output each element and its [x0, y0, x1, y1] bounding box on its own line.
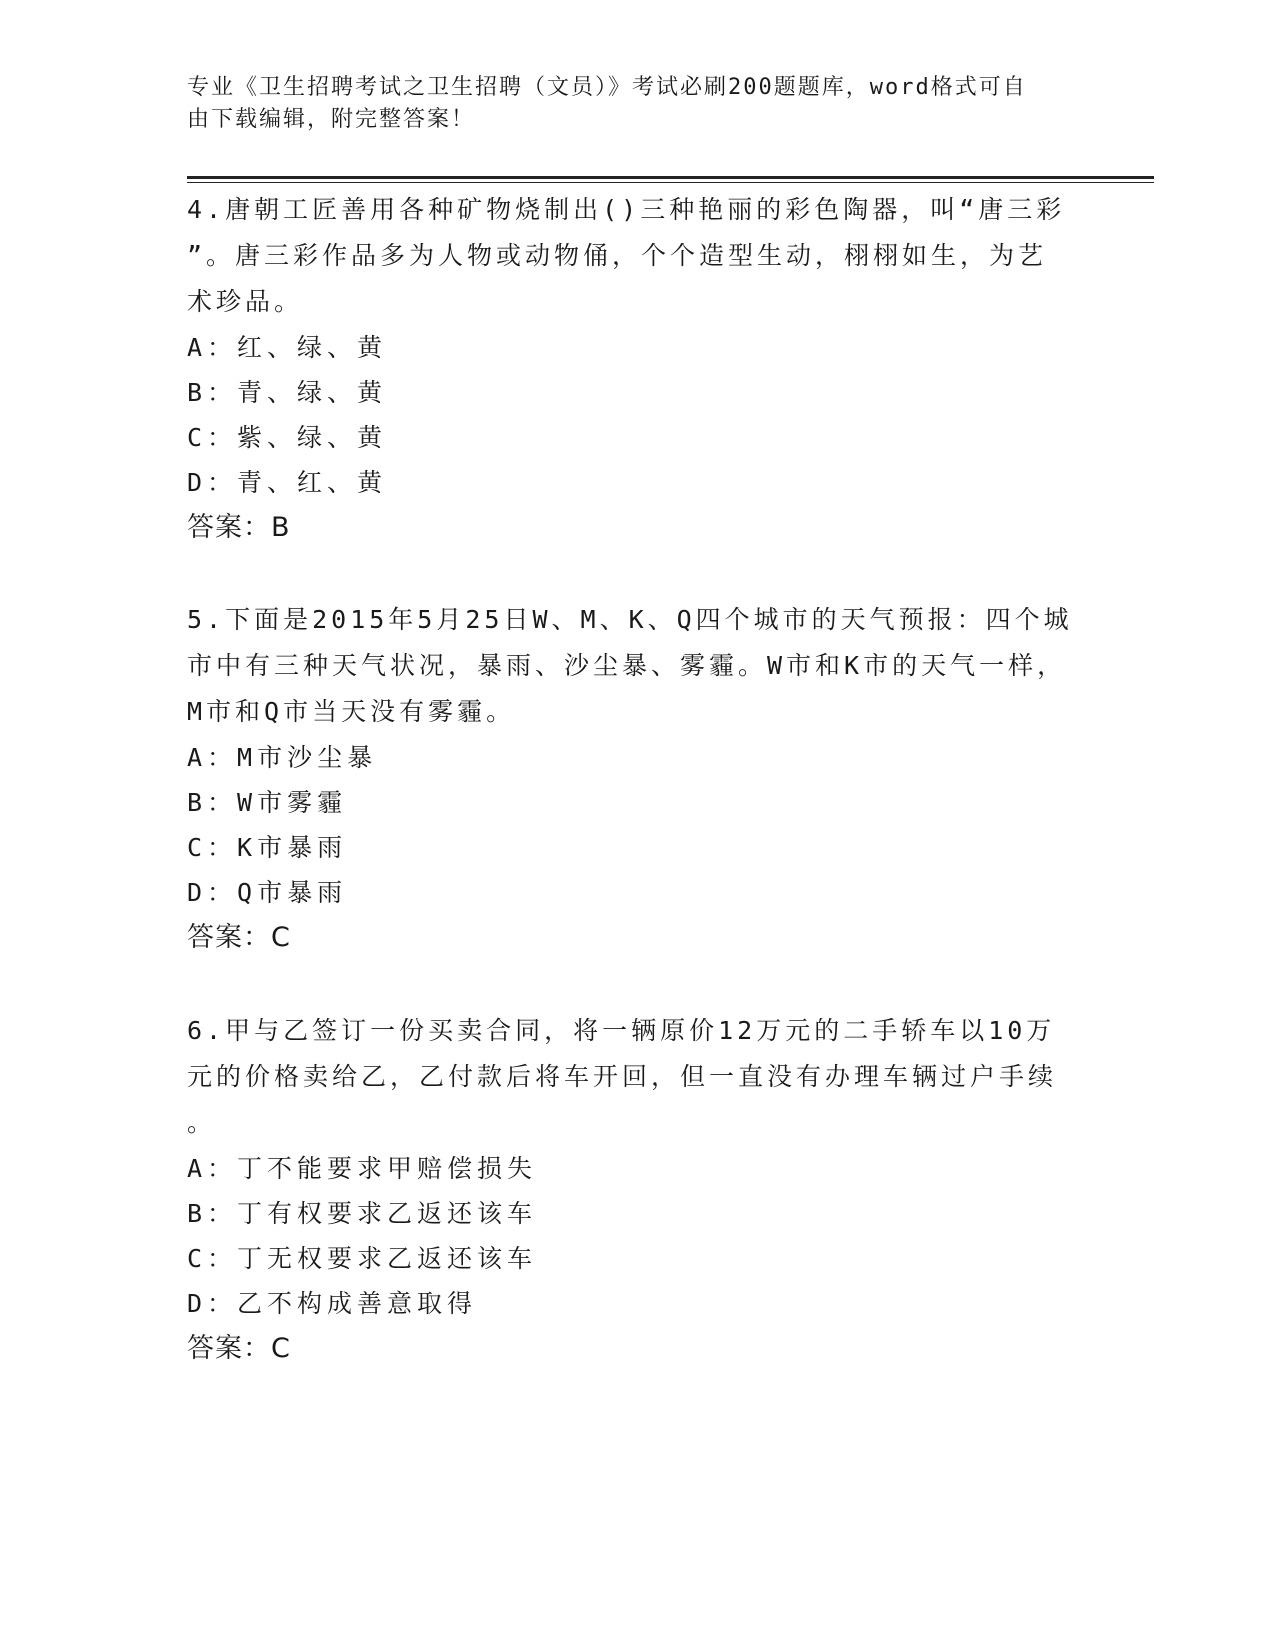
question-block [187, 597, 1087, 961]
question-stem-line: 4.唐朝工匠善用各种矿物烧制出()三种艳丽的彩色陶器，叫“唐三彩 [187, 195, 1066, 224]
document-header [187, 72, 1067, 136]
question-block [187, 1008, 1087, 1372]
header-divider-thick [187, 176, 1154, 179]
answer-label: 答案：B [187, 512, 291, 543]
option-b: B：丁有权要求乙返还该车 [187, 1199, 538, 1228]
option-d: D：Q市暴雨 [187, 878, 348, 907]
question-stem-line: 6.甲与乙签订一份买卖合同，将一辆原价12万元的二手轿车以10万 [187, 1016, 1056, 1045]
option-d: D：青、红、黄 [187, 468, 388, 497]
option-b: B：青、绿、黄 [187, 378, 388, 407]
option-c: C：丁无权要求乙返还该车 [187, 1244, 538, 1273]
question-stem-line: ”。唐三彩作品多为人物或动物俑，个个造型生动，栩栩如生，为艺 [187, 241, 1048, 270]
question-block [187, 187, 1087, 551]
option-c: C：K市暴雨 [187, 833, 348, 862]
question-stem-line: 术珍品。 [187, 287, 304, 316]
header-divider-thin [187, 182, 1154, 183]
question-stem-line: 市中有三种天气状况，暴雨、沙尘暴、雾霾。W市和K市的天气一样， [187, 651, 1067, 680]
header-line: 专业《卫生招聘考试之卫生招聘（文员）》考试必刷200题题库，word格式可自 [187, 75, 1027, 100]
question-stem-line: 5.下面是2015年5月25日W、M、K、Q四个城市的天气预报：四个城 [187, 605, 1073, 634]
option-a: A：红、绿、黄 [187, 333, 388, 362]
answer-label: 答案：C [187, 922, 291, 953]
question-stem-line: M市和Q市当天没有雾霾。 [187, 697, 516, 726]
option-c: C：紫、绿、黄 [187, 423, 388, 452]
question-stem-line: 元的价格卖给乙，乙付款后将车开回，但一直没有办理车辆过户手续 [187, 1062, 1058, 1091]
question-stem-line: 。 [187, 1108, 217, 1137]
option-b: B：W市雾霾 [187, 788, 348, 817]
answer-label: 答案：C [187, 1333, 291, 1364]
option-a: A：丁不能要求甲赔偿损失 [187, 1154, 538, 1183]
option-a: A：M市沙尘暴 [187, 743, 378, 772]
header-line: 由下载编辑，附完整答案！ [187, 107, 476, 132]
option-d: D：乙不构成善意取得 [187, 1289, 478, 1318]
